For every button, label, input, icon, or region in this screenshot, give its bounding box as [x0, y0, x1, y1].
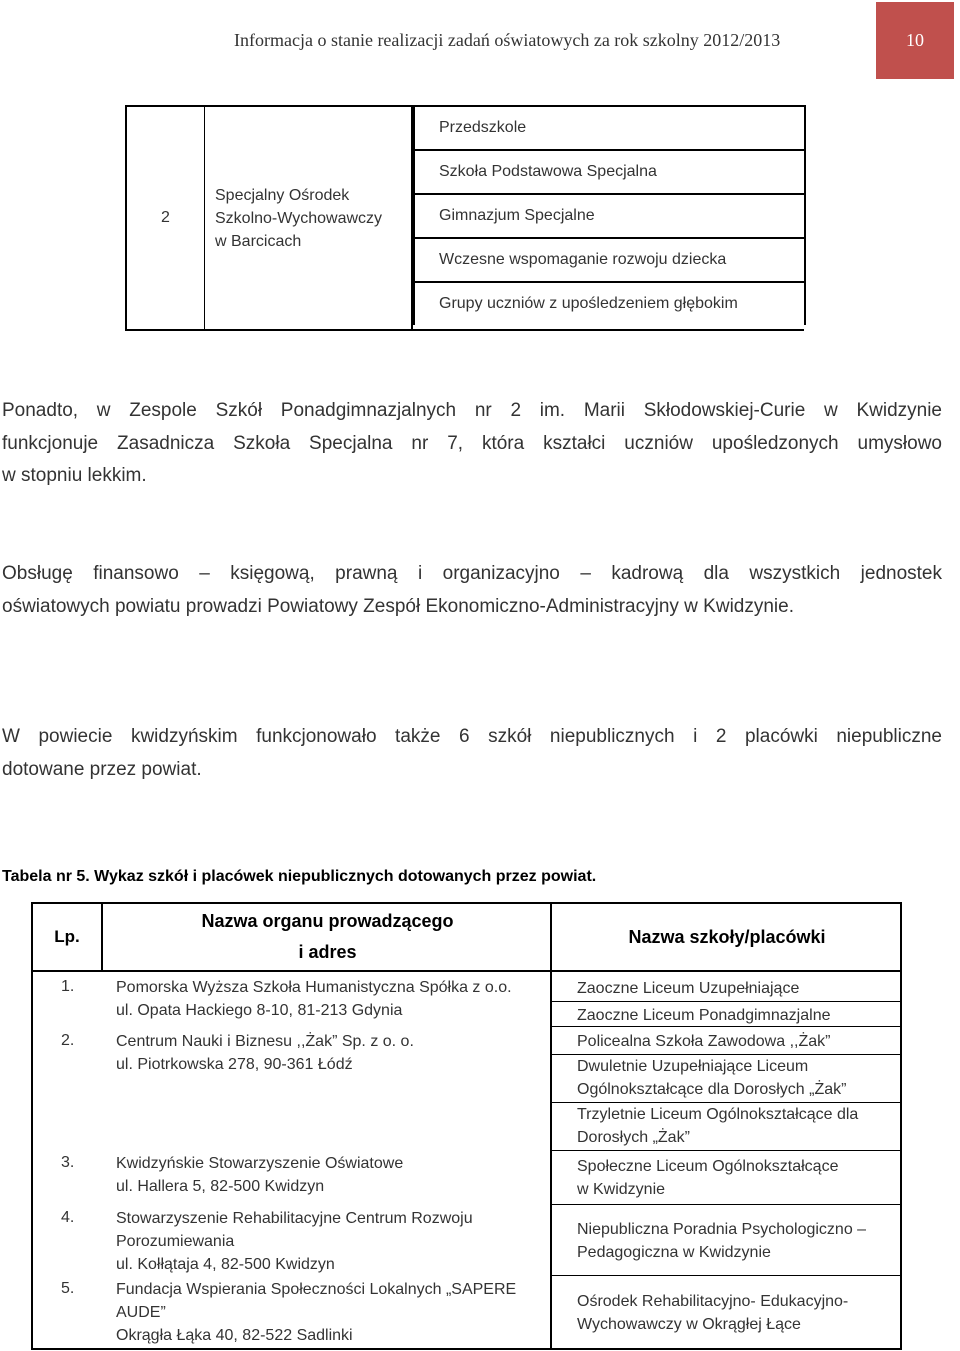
paragraph-line: dotowane przez powiat.	[2, 758, 202, 780]
organ-line: ul. Piotrkowska 278, 90-361 Łódź	[116, 1056, 353, 1073]
row-organ	[116, 1278, 516, 1347]
paragraph-special-school	[2, 395, 942, 493]
school-name	[577, 1103, 858, 1149]
paragraph-private-schools	[2, 721, 942, 786]
school-name-line: w Kwidzynie	[577, 1181, 666, 1198]
school-name-line: Społeczne Liceum Ogólnokształcące	[577, 1158, 839, 1175]
paragraph-administration	[2, 558, 942, 623]
header-organ	[103, 904, 552, 970]
school-name: Policealna Szkoła Zawodowa ,,Żak”	[577, 1033, 831, 1050]
row-lp: 1.	[61, 978, 75, 995]
facility-units-table	[125, 105, 804, 331]
school-name	[577, 1155, 838, 1201]
row-divider	[552, 1150, 902, 1151]
organ-line: Porozumiewania	[116, 1233, 235, 1250]
organ-line: Stowarzyszenie Rehabilitacyjne Centrum Rozwoju	[116, 1210, 473, 1227]
paragraph-line: oświatowych powiatu prowadzi Powiatowy Zespół Ekonomiczno-Administracyjny w Kwidzynie.	[2, 595, 794, 617]
organ-line: ul. Hallera 5, 82-500 Kwidzyn	[116, 1178, 325, 1195]
school-name-line: Wychowawczy w Okrągłej Łące	[577, 1316, 801, 1333]
column-divider	[101, 904, 103, 972]
row-lp: 3.	[61, 1154, 75, 1171]
facility-unit: Grupy uczniów z upośledzeniem głębokim	[413, 281, 806, 325]
facility-name	[205, 107, 413, 329]
row-organ	[116, 1152, 403, 1198]
paragraph-line: funkcjonuje Zasadnicza Szkoła Specjalna nr 7, która kształci uczniów upośledzonych umysłowo	[2, 432, 942, 454]
facility-unit: Wczesne wspomaganie rozwoju dziecka	[413, 237, 806, 281]
facility-name-line: w Barcicach	[215, 232, 302, 250]
header-lp: Lp.	[54, 927, 80, 946]
paragraph-line: Obsługę finansowo – księgową, prawną i organizacyjno – kadrową dla wszystkich jednostek	[2, 563, 942, 584]
facility-number: 2	[127, 107, 205, 329]
page-number: 10	[906, 30, 924, 50]
facility-unit: Gimnazjum Specjalne	[413, 193, 806, 237]
column-divider	[550, 904, 552, 1348]
school-name-line: Dwuletnie Uzupełniające Liceum	[577, 1058, 809, 1075]
school-name	[577, 1218, 866, 1264]
row-lp: 5.	[61, 1280, 75, 1297]
organ-line: ul. Kołłątaja 4, 82-500 Kwidzyn	[116, 1256, 335, 1273]
organ-line: Fundacja Wspierania Społeczności Lokalnych „SAPERE	[116, 1281, 517, 1298]
row-organ	[116, 1030, 414, 1076]
paragraph-line: W powiecie kwidzyńskim funkcjonowało także 6 szkół niepublicznych i 2 placówki niepubliczne	[2, 726, 942, 747]
table-caption: Tabela nr 5. Wykaz szkół i placówek niepublicznych dotowanych przez powiat.	[2, 868, 597, 885]
table-header	[33, 904, 900, 972]
row-lp: 4.	[61, 1209, 75, 1226]
organ-line: Okrągła Łąka 40, 82-522 Sadlinki	[116, 1327, 353, 1344]
paragraph-line: w stopniu lekkim.	[2, 465, 147, 486]
school-name-line: Trzyletnie Liceum Ogólnokształcące dla	[577, 1106, 859, 1123]
school-name-line: Ośrodek Rehabilitacyjno- Edukacyjno-	[577, 1293, 849, 1310]
school-name-line: Dorosłych „Żak”	[577, 1129, 690, 1146]
organ-line: Centrum Nauki i Biznesu ,,Żak” Sp. z o. o.	[116, 1033, 414, 1050]
organ-line: ul. Opata Hackiego 8-10, 81-213 Gdynia	[116, 1002, 403, 1019]
row-divider	[552, 1204, 902, 1205]
organ-line: Pomorska Wyższa Szkoła Humanistyczna Spółka z o.o.	[116, 979, 512, 996]
row-organ	[116, 976, 512, 1022]
facility-units-list	[413, 105, 806, 325]
school-name-line: Ogólnokształcące dla Dorosłych „Żak”	[577, 1081, 847, 1098]
organ-line: AUDE”	[116, 1304, 166, 1321]
school-name: Zaoczne Liceum Uzupełniające	[577, 980, 800, 997]
document-header-title: Informacja o stanie realizacji zadań oświatowych za rok szkolny 2012/2013	[234, 30, 781, 50]
paragraph-line: Ponadto, w Zespole Szkół Ponadgimnazjalnych nr 2 im. Marii Skłodowskiej-Curie w Kwidzynie	[2, 400, 942, 421]
header-organ-line: Nazwa organu prowadzącego	[201, 911, 454, 931]
facility-unit: Przedszkole	[413, 105, 806, 149]
facility-name-line: Szkolno-Wychowawczy	[215, 209, 383, 227]
row-organ	[116, 1207, 473, 1276]
row-lp: 2.	[61, 1032, 75, 1049]
header-organ-line: i adres	[298, 942, 357, 962]
school-name: Zaoczne Liceum Ponadgimnazjalne	[577, 1007, 831, 1024]
school-name-line: Niepubliczna Poradnia Psychologiczno –	[577, 1221, 867, 1238]
private-schools-table	[31, 902, 902, 1350]
school-name	[577, 1055, 846, 1101]
organ-line: Kwidzyńskie Stowarzyszenie Oświatowe	[116, 1155, 404, 1172]
facility-unit: Szkoła Podstawowa Specjalna	[413, 149, 806, 193]
school-name	[577, 1290, 848, 1336]
header-school: Nazwa szkoły/placówki	[628, 926, 826, 947]
school-name-line: Pedagogiczna w Kwidzynie	[577, 1244, 771, 1261]
row-divider	[552, 1001, 902, 1002]
page-number-badge	[876, 2, 954, 79]
row-divider	[552, 1275, 902, 1276]
facility-name-line: Specjalny Ośrodek	[215, 186, 350, 204]
